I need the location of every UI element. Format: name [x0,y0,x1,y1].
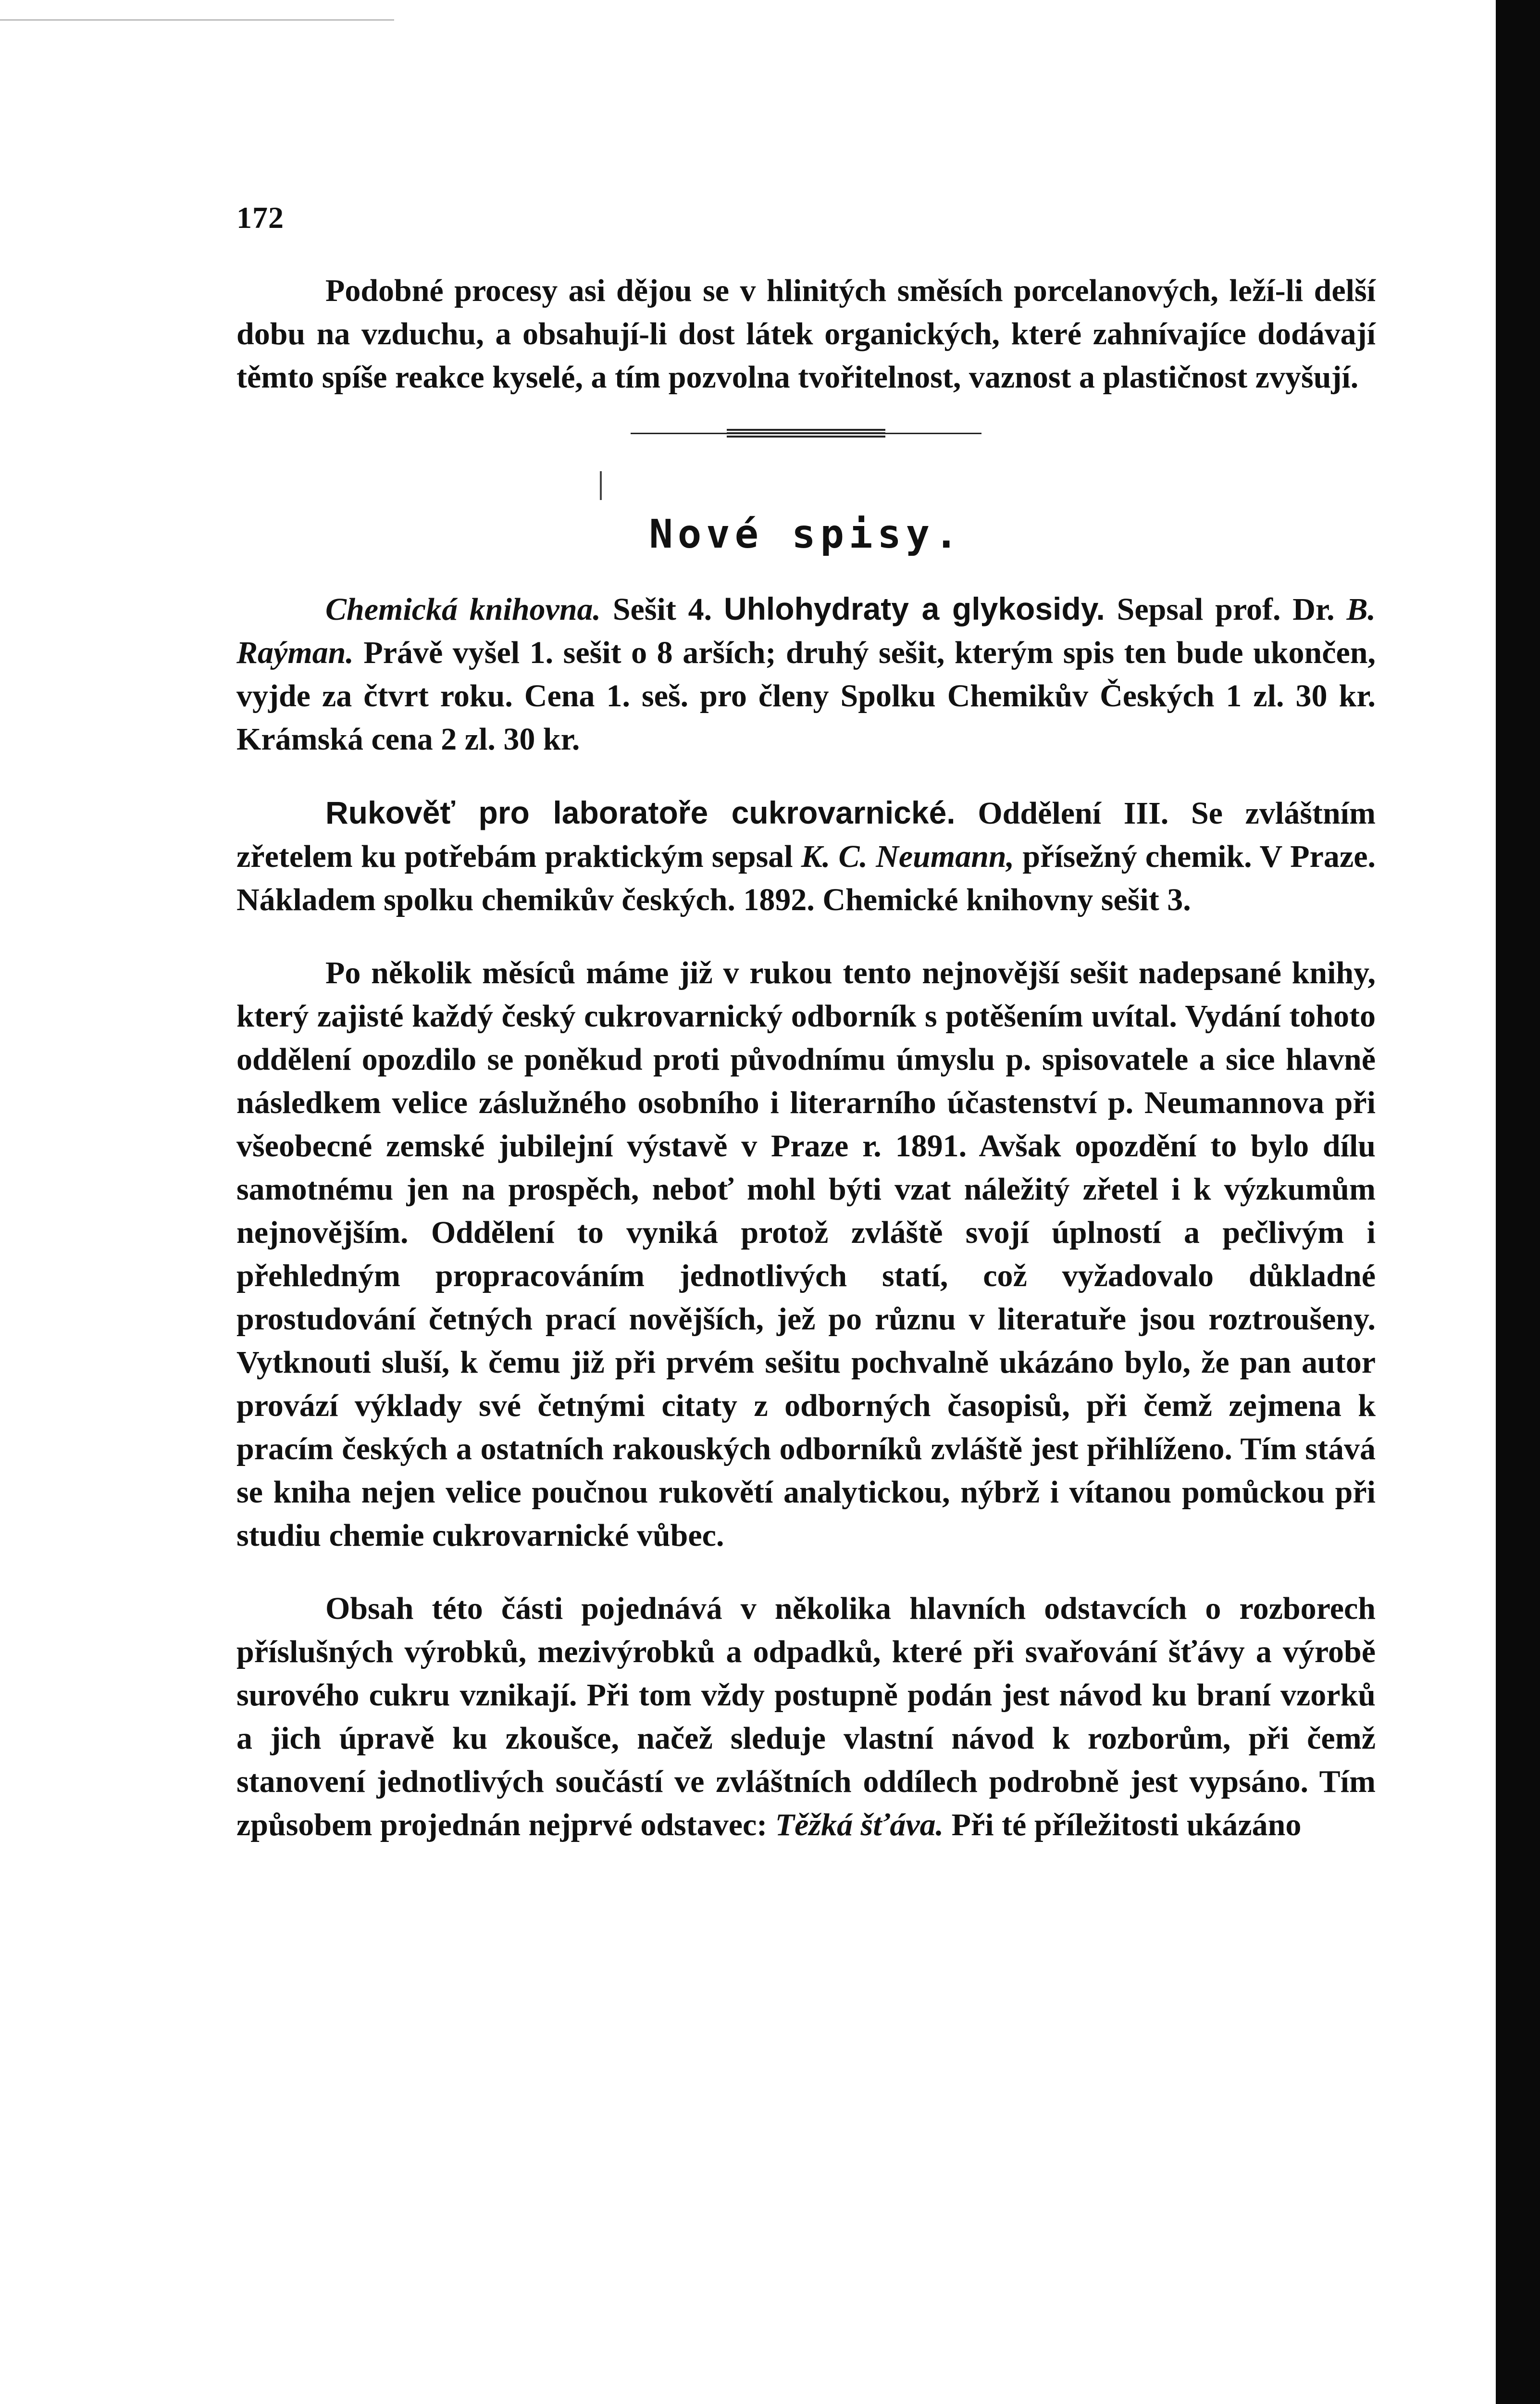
entry2-author: K. C. Neumann, [801,839,1015,874]
paragraph-contents [236,1587,1376,1847]
spacer [236,761,1376,791]
scan-border [1496,0,1540,2404]
section-divider [631,428,981,439]
entry1-text-c: Právě vyšel 1. sešit o 8 arších; druhý sešit, kterým spis ten bude ukončen, vyjde za čtvrt roku. Cena 1. seš. pro členy Spolku Chemikův Českých 1 zl. 30 kr. Krámská cena 2 zl. 30 kr. [236,635,1376,757]
entry1-book-title: Uhlohydraty a glykosidy. [723,591,1105,626]
section-title: Nové spisy. [649,512,963,557]
divider-thick-lines [727,429,885,438]
scan-edge-mark [0,0,394,21]
entry1-series-title: Chemická knihovna. [325,592,601,627]
contents-italic-term: Těžká šťáva. [775,1807,944,1842]
spacer [236,922,1376,952]
entry2-text-b: přísežný chemik. V Praze. Nákladem spolku chemikův českých. 1892. Chemické knihovny sešit 3. [236,839,1376,917]
contents-text: Obsah této části pojednává v několika hlavních odstavcích o rozborech příslušných výrobků, mezivýrobků a odpadků, které při svařování šťávy a výrobě surového cukru vznikají. Při tom vždy postupně podán jest návod ku braní vzorků a jich úpravě ku zkoušce, načež sleduje vlastní návod k rozborům, při čemž stanovení jednotlivých součástí ve zvláštních oddílech podrobně jest vypsáno. Tím způsobem projednán nejprvé odstavec: [236,1591,1376,1842]
contents-tail: Při té příležitosti ukázáno [944,1807,1302,1842]
entry1-author: B. Raýman. [236,592,1376,670]
paragraph-review: Po několik měsíců máme již v rukou tento nejnovější sešit nadepsané knihy, který zajisté každý český cukrovarnický odborník s potěšením uvítal. Vydání tohoto oddělení opozdilo se poněkud proti původnímu úmyslu p. spisovatele a sice hlavně následkem velice záslužného osobního i literarního účastenství p. Neumannova při všeobecné zemské jubilejní výstavě v Praze r. 1891. Avšak opozdění to bylo dílu samotnému jen na prospěch, neboť mohl býti vzat náležitý zřetel i k výzkumům nejnovějším. Oddělení to vyniká protož zvláště svojí úplností a pečlivým i přehledným propracováním jednotlivých statí, což vyžadovalo důkladné prostudování četných prací novějších, jež po různu v literatuře jsou roztroušeny. Vytknouti sluší, k čemu již při prvém sešitu pochvalně ukázáno bylo, že pan autor provází výklady své četnými citaty z odborných časopisů, při čemž zejmena k pracím českých a ostatních rakouských odborníků zvláště jest přihlíženo. Tím stává se kniha nejen velice poučnou rukovětí analytickou, nýbrž i vítanou pomůckou při studiu chemie cukrovarnické vůbec. [236,955,1376,1553]
entry-chemicka-knihovna [236,587,1376,761]
spacer [236,1557,1376,1587]
entry-rukovet [236,791,1376,922]
text-column [236,269,1376,1847]
entry1-text-a: Sešit 4. [601,592,724,627]
entry1-text-b: Sepsal prof. Dr. [1105,592,1347,627]
page-number: 172 [236,200,284,235]
entry2-text-a: Oddělení III. Se zvláštním zřetelem ku potřebám praktickým sepsal [236,796,1376,874]
entry2-book-title: Rukověť pro laboratoře cukrovarnické. [325,795,956,830]
paragraph-clay-processes: Podobné procesy asi dějou se v hlinitých směsích porcelanových, leží-li delší dobu na vzduchu, a obsahují-li dost látek organických, které zahnívajíce dodávají těmto spíše reakce kyselé, a tím pozvolna tvořitelnost, vaznost a plastičnost zvyšují. [236,273,1376,395]
